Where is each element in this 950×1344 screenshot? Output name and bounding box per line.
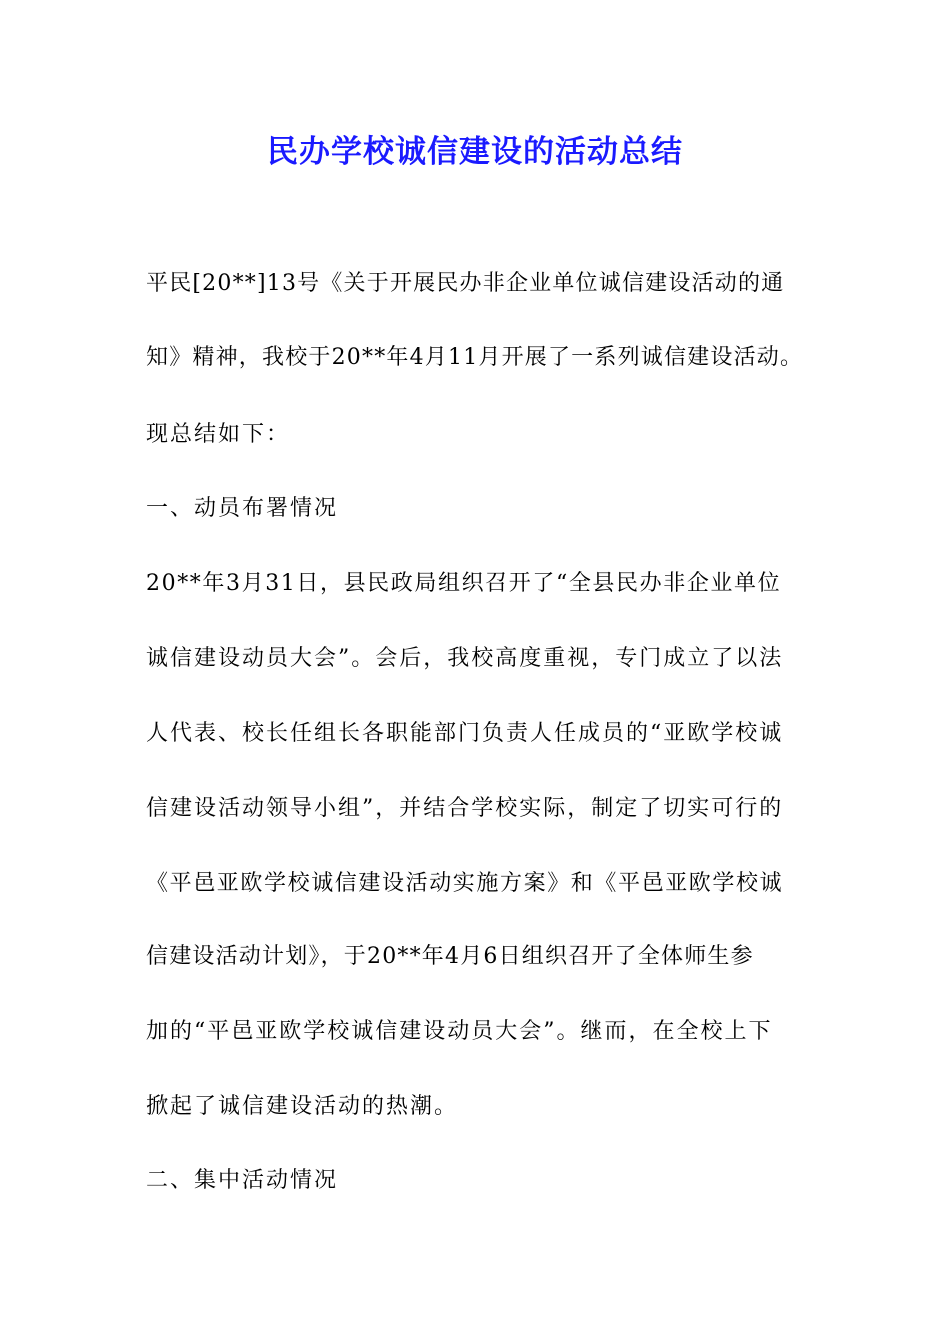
paragraph-line: 20**年3月31日，县民政局组织召开了“全县民办非企业单位 [146,571,782,596]
document-title: 民办学校诚信建设的活动总结 [267,134,683,170]
paragraph-line: 信建设活动领导小组”，并结合学校实际，制定了切实可行的 [146,796,784,821]
paragraph-line: 加的“平邑亚欧学校诚信建设动员大会”。继而，在全校上下 [146,1019,773,1044]
paragraph-line: 诚信建设动员大会”。会后，我校高度重视，专门成立了以法 [146,646,784,671]
section-heading: 一、动员布署情况 [146,496,339,521]
paragraph-line: 信建设活动计划》，于20**年4月6日组织召开了全体师生参 [146,944,754,969]
paragraph-line: 现总结如下： [146,422,291,447]
paragraph-line: 人代表、校长任组长各职能部门负责人任成员的“亚欧学校诚 [146,721,784,746]
paragraph-line: 《平邑亚欧学校诚信建设活动实施方案》和《平邑亚欧学校诚 [146,871,784,896]
paragraph-line: 知》精神，我校于20**年4月11月开展了一系列诚信建设活动。 [146,345,804,370]
paragraph-line: 平民[20**]13号《关于开展民办非企业单位诚信建设活动的通 [146,271,785,296]
paragraph-line: 掀起了诚信建设活动的热潮。 [146,1094,459,1119]
section-heading: 二、集中活动情况 [146,1168,339,1193]
